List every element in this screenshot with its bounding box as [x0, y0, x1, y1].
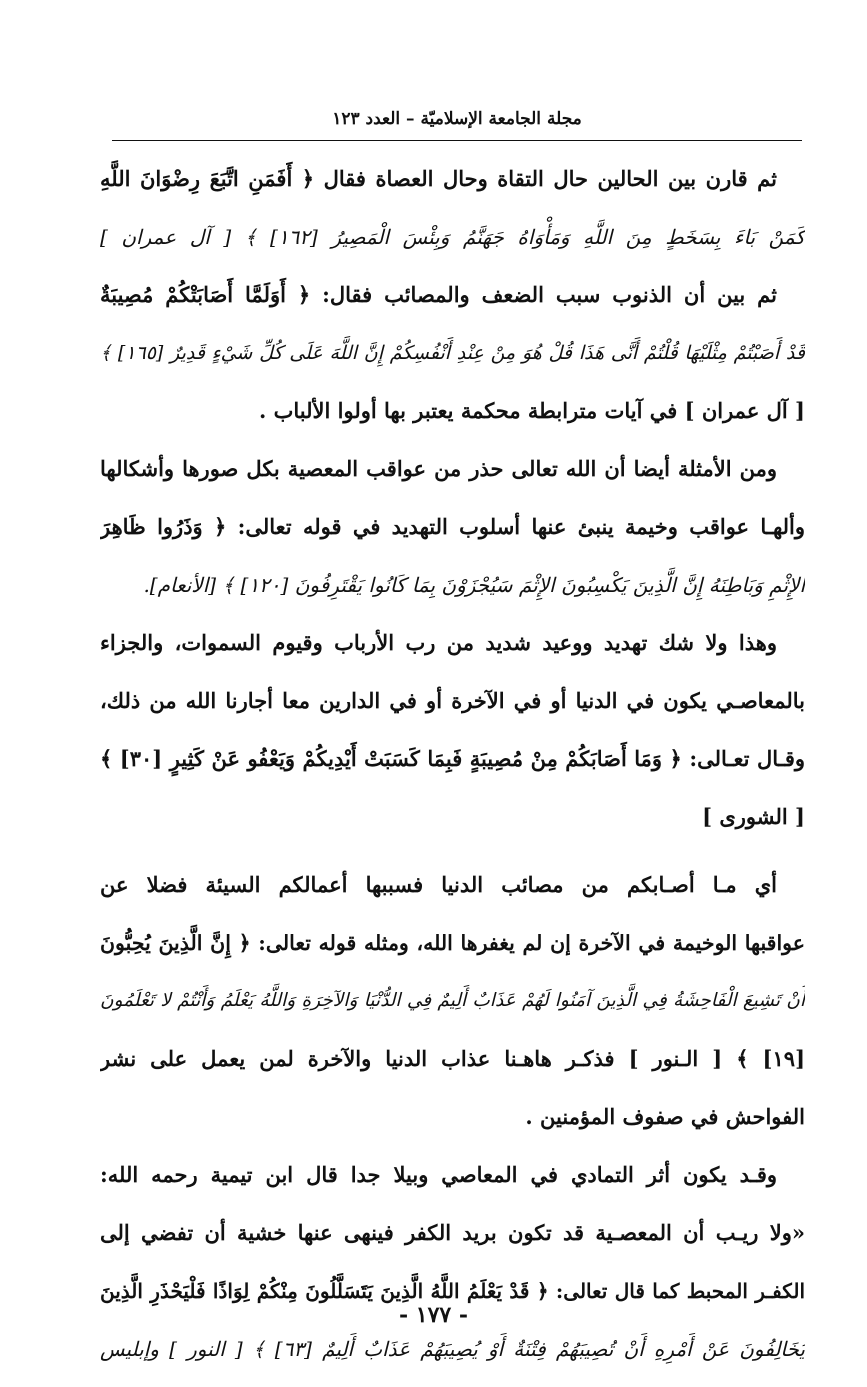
running-title: مجلة الجامعة الإسلاميّة – العدد ١٢٣	[332, 109, 582, 129]
text-line: [ الشورى ]	[702, 804, 805, 829]
text-line: وقـد يكون أثر التمادي في المعاصي وبيلا جدا قال ابن تيمية رحمه الله:	[100, 1162, 777, 1187]
text-line: يُخَالِفُونَ عَنْ أَمْرِهِ أَنْ تُصِيبَهُمْ فِتْنَةٌ أَوْ يُصِيبَهُمْ عَذَابٌ أَلِيمٌ [٦٣] ﴾ [ النور ] وإبليس	[100, 1337, 805, 1361]
text-line: أَنْ تَشِيعَ الْفَاحِشَةُ فِي الَّذِينَ آمَنُوا لَهُمْ عَذَابٌ أَلِيمٌ فِي الدُّنْيَا وَالآخِرَةِ وَاللَّهُ يَعْلَمُ وَأَنْتُمْ لا تَعْلَمُونَ	[100, 990, 805, 1011]
text-line: [ آل عمران ] في آيات مترابطة محكمة يعتبر بها أولوا الألباب .	[259, 398, 805, 423]
page-number: - ١٧٧ -	[398, 1302, 469, 1328]
text-line: ثم بين أن الذنوب سبب الضعف والمصائب فقال: ﴿ أَوَلَمَّا أَصَابَتْكُمْ مُصِيبَةٌ	[100, 282, 777, 307]
text-line: وألهـا عواقب وخيمة ينبئ عنها أسلوب التهديد في قوله تعالى: ﴿ وَذَرُوا ظَاهِرَ	[100, 514, 805, 539]
text-line: كَمَنْ بَاءَ بِسَخَطٍ مِنَ اللَّهِ وَمَأْوَاهُ جَهَنَّمُ وَبِئْسَ الْمَصِيرُ [١٦٢] ﴾ [ آل عمران ]	[100, 225, 805, 249]
text-line: أي مـا أصـابكم من مصائب الدنيا فسببها أعمالكم السيئة فضلا عن	[100, 872, 777, 897]
body-text	[100, 150, 805, 1378]
text-line: ثم قارن بين الحالين حال التقاة وحال العصاة فقال ﴿ أَفَمَنِ اتَّبَعَ رِضْوَانَ اللَّهِ	[100, 166, 777, 191]
text-line: الكفـر المحبط كما قال تعالى: ﴿ قَدْ يَعْلَمُ اللَّهُ الَّذِينَ يَتَسَلَّلُونَ مِنْكُمْ لِوَاذًا فَلْيَحْذَرِ الَّذِينَ	[100, 1279, 805, 1303]
header-divider	[112, 140, 802, 141]
text-line: الإِثْمِ وَبَاطِنَهُ إِنَّ الَّذِينَ يَكْسِبُونَ الإِثْمَ سَيُجْزَوْنَ بِمَا كَانُوا يَقْتَرِفُونَ [١٢٠] ﴾ [الأنعام].	[143, 573, 805, 597]
text-line: بالمعاصـي يكون في الدنيا أو في الآخرة أو في الدارين معا أجارنا الله من ذلك،	[100, 688, 805, 713]
text-line: «ولا ريـب أن المعصـية قد تكون بريد الكفر فينهى عنها خشية أن تفضي إلى	[100, 1220, 805, 1245]
text-line: قَدْ أَصَبْتُمْ مِثْلَيْهَا قُلْتُمْ أَنَّى هَذَا قُلْ هُوَ مِنْ عِنْدِ أَنْفُسِكُمْ إِنَّ اللَّهَ عَلَى كُلِّ شَيْءٍ قَدِيرٌ [١٦٥] ﴾	[100, 342, 805, 364]
text-line: [١٩] ﴾ [ الـنور ] فذكـر هاهـنا عذاب الدنيا والآخرة لمن يعمل على نشر	[100, 1046, 805, 1071]
text-line: وهذا ولا شك تهديد ووعيد شديد من رب الأرباب وقيوم السموات، والجزاء	[100, 630, 777, 655]
text-line: ومن الأمثلة أيضا أن الله تعالى حذر من عواقب المعصية بكل صورها وأشكالها	[100, 456, 777, 481]
text-line: عواقبها الوخيمة في الآخرة إن لم يغفرها الله، ومثله قوله تعالى: ﴿ إِنَّ الَّذِينَ يُحِبُّونَ	[100, 931, 805, 955]
text-line: الفواحش في صفوف المؤمنين .	[525, 1104, 805, 1129]
text-line: وقـال تعـالى: ﴿ وَمَا أَصَابَكُمْ مِنْ مُصِيبَةٍ فَبِمَا كَسَبَتْ أَيْدِيكُمْ وَيَعْفُو عَنْ كَثِيرٍ [٣٠] ﴾	[100, 746, 805, 771]
